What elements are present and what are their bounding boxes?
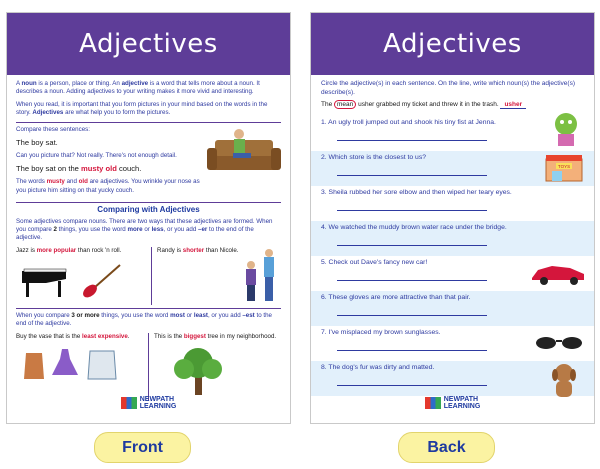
- question-row: 5. Check out Dave's fancy new car!: [311, 256, 594, 291]
- answer-line[interactable]: [337, 175, 487, 176]
- answer-line[interactable]: [337, 315, 487, 316]
- intro-paragraph-1: A noun is a person, place or thing. An adjective is a word that tells more about a noun. It describes a noun. Adding adjectives to your writing makes it more vivid and interesting.: [16, 80, 260, 96]
- back-title-banner: [311, 13, 594, 75]
- dog-image: [546, 361, 582, 401]
- compare-label: Compare these sentences:: [16, 125, 90, 133]
- divider: [16, 122, 281, 123]
- question-row: 4. We watched the muddy brown water race under the bridge.: [311, 221, 594, 256]
- sunglasses-image: [534, 334, 584, 350]
- question-row: 7. I've misplaced my brown sunglasses.: [311, 326, 594, 361]
- book-icon: [121, 397, 137, 409]
- question-row: 3. Sheila rubbed her sore elbow and then wiped her teary eyes.: [311, 186, 594, 221]
- question-row: 2. Which store is the closest to us? TOYS: [311, 151, 594, 186]
- intro-paragraph-2: When you read, it is important that you form pictures in your mind based on the words in the story. Adjectives are what help you to form the pictures.: [16, 100, 268, 117]
- troll-image: [548, 110, 584, 150]
- worked-example: The mean usher grabbed my ticket and threw it in the trash. usher: [321, 101, 584, 110]
- divider: [16, 202, 281, 203]
- toy-store-image: [544, 153, 584, 183]
- sentence-2: The boy sat on the musty old couch.: [16, 164, 142, 174]
- comparative-examples: [16, 247, 281, 305]
- two-kids-image: [239, 247, 281, 305]
- back-title: Adjectives: [383, 29, 522, 59]
- sentence-1: The boy sat.: [16, 138, 58, 148]
- front-card: [6, 12, 291, 424]
- example-answer: usher: [500, 101, 526, 109]
- front-body: [7, 75, 290, 406]
- example-vase: Buy the vase that is the least expensive.: [16, 332, 130, 340]
- tree-image: [154, 345, 244, 397]
- example-randy: Randy is shorter than Nicole.: [157, 246, 239, 254]
- question-row: 8. The dog's fur was dirty and matted.: [311, 361, 594, 396]
- question-row: 6. These gloves are more attractive than that pair.: [311, 291, 594, 326]
- example-jazz: Jazz is more popular than rock 'n roll.: [16, 246, 122, 254]
- newpath-logo: NEWPATH LEARNING: [311, 396, 594, 410]
- example-tree: This is the biggest tree in my neighborhood.: [154, 332, 277, 340]
- piano-and-guitar-image: [16, 259, 146, 299]
- answer-line[interactable]: [337, 385, 487, 386]
- answer-line[interactable]: [337, 350, 487, 351]
- answer-line[interactable]: [337, 210, 487, 211]
- red-car-image: [530, 262, 586, 286]
- front-title: Adjectives: [79, 29, 218, 59]
- superlative-paragraph: When you compare 3 or more things, you use the word most or least, or you add –est to the end of the adjective.: [16, 311, 272, 328]
- section-2-title: Comparing with Adjectives: [97, 205, 200, 215]
- back-button[interactable]: Back: [398, 432, 495, 463]
- divider: [16, 308, 281, 309]
- book-icon: [425, 397, 441, 409]
- boy-on-couch-image: [207, 126, 281, 184]
- question-list: [311, 116, 594, 396]
- compare-example-block: [16, 126, 281, 200]
- answer-line[interactable]: [337, 245, 487, 246]
- answer-line[interactable]: [337, 140, 487, 141]
- instructions-text: Circle the adjective(s) in each sentence. On the line, write which noun(s) the adjective(s) describe(s).: [321, 80, 575, 96]
- circled-adjective: mean: [334, 100, 356, 109]
- back-card: [310, 12, 595, 424]
- superlative-examples: [16, 333, 281, 401]
- answer-line[interactable]: [337, 280, 487, 281]
- svg-text:TOYS: TOYS: [557, 163, 571, 169]
- explanation: The words musty and old are adjectives. You wrinkle your nose as you picture him sitting on that yucky couch.: [16, 178, 200, 194]
- vases-image: [16, 345, 136, 383]
- front-title-banner: [7, 13, 290, 75]
- front-button[interactable]: Front: [94, 432, 191, 463]
- compare-paragraph: Some adjectives compare nouns. There are two ways that these adjectives are formed. When you compare 2 things, you use the word more or less, or you add –er to the end of the adjective.: [16, 217, 273, 242]
- question-row: 1. An ugly troll jumped out and shook his tiny fist at Jenna.: [311, 116, 594, 151]
- newpath-logo: NEWPATH LEARNING: [7, 396, 290, 410]
- question-1: Can you picture that? Not really. There's not enough detail.: [16, 152, 177, 160]
